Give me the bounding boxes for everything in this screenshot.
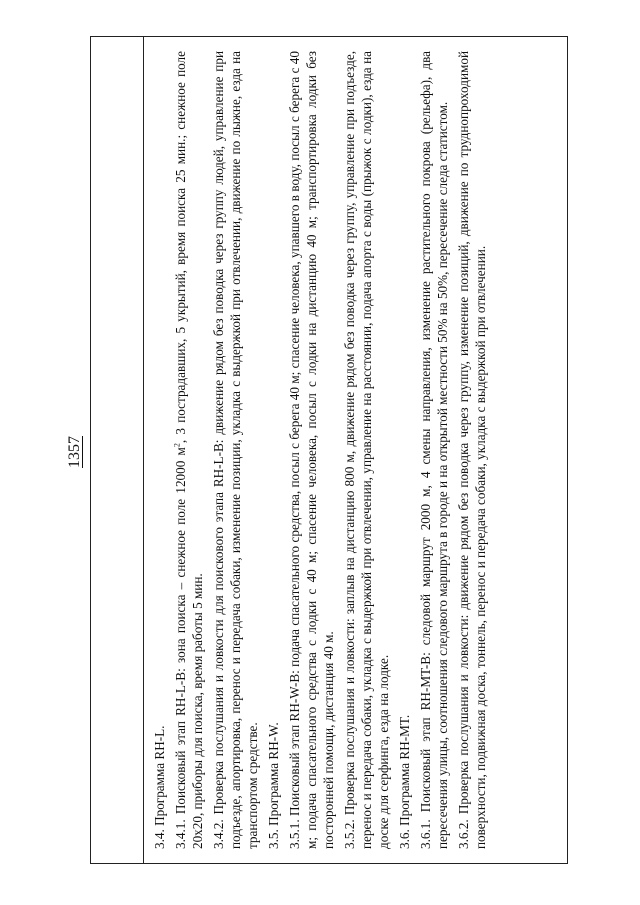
document-table [90, 36, 568, 864]
section-3-4-1-text-after: , 3 пострадавших, 5 укрытий, время поиска 25 мин.; снежное поле 20х20, приборы для поиска, время работы 5 мин. [173, 51, 205, 849]
section-3-5-1-paragraph: 3.5.1. Поисковый этап RH-W-B: подача спасательного средства, посыл с берега 40 м; спасение человека, упавшего в воду, посыл с берега с 40 м; подача спасательного средства с лодки с 40 м; спасение человека, посыл с лодки на дистанцию 40 м; транспортировка лодки без посторонней помощи, дистанция 40 м. [287, 51, 336, 849]
section-3-4-heading: 3.4. Программа RH-L. [152, 725, 167, 849]
section-3-5-heading: 3.5. Программа RH-W. [266, 722, 281, 849]
section-3-6-heading: 3.6. Программа RH-MT. [397, 714, 412, 849]
section-3-6-1-paragraph: 3.6.1. Поисковый этап RH-MT-B: следовой маршрут 2000 м, 4 смены направления, изменение растительного покрова (рельефа), два пересечения улицы, соотношения следового маршрута в городе и на открытой местности 50% на 50%, пересечение следа статистом. [418, 51, 450, 849]
section-3-4-1-paragraph [172, 51, 206, 849]
page-number: 1357 [66, 436, 83, 468]
section-3-6-2-paragraph: 3.6.2. Проверка послушания и ловкости: движение рядом без поводка через группу, изменение позиций, движение по труднопроходимой поверхности, подвижная доска, тоннель, перенос и передача собаки, укладка с выдержкой при отвлечении. [456, 51, 488, 849]
rotated-document-sheet [60, 32, 580, 872]
table-content-cell [151, 37, 563, 863]
section-3-4-2-paragraph: 3.4.2. Проверка послушания и ловкости для поискового этапа RH-L-B: движение рядом без поводка через группу людей, управление при подъезде, апортировка, перенос и передача собаки, изменение позиции, укладка с выдержкой при отвлечении, движение по лыжне, езда на транспортом средстве. [211, 51, 260, 849]
superscript-2: 2 [172, 443, 182, 448]
section-3-5-2-paragraph: 3.5.2. Проверка послушания и ловкости: заплыв на дистанцию 800 м, движение рядом без поводка через группу, управление при подъезде, перенос и передача собаки, укладка с выдержкой при отвлечении, управление на расстоянии, подача апорта с воды (прыжок с лодки), езда на доске для серфинга, езда на лодке. [342, 51, 391, 849]
section-3-4-1-text-before: 3.4.1. Поисковый этап RH-L-B: зона поиска – снежное поле 12000 м [173, 447, 188, 849]
table-divider-line [143, 37, 144, 863]
